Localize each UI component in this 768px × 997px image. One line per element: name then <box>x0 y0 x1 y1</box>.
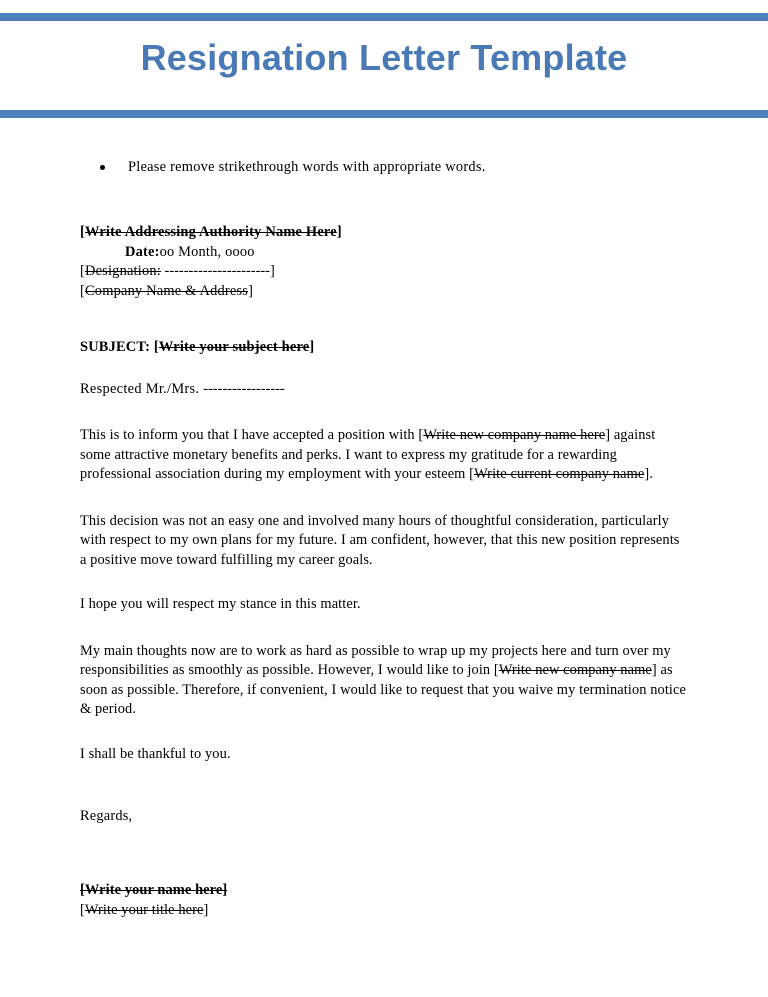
document-header <box>0 0 768 118</box>
authority-close-bracket: ] <box>336 224 342 240</box>
company-open-bracket: [ <box>80 282 85 299</box>
paragraph1-part2: ] against some attractive monetary benefits and perks. I want to express my gratitude for a rewarding professional association during my employment with your esteem [ <box>80 427 656 482</box>
designation-dashes: ----------------------] <box>160 263 275 279</box>
instruction-list <box>80 158 688 177</box>
company-placeholder: Company Name & Address <box>85 282 249 299</box>
body-paragraph-4 <box>80 642 688 720</box>
body-paragraph-5: I shall be thankful to you. <box>80 745 231 762</box>
subject-close-bracket: ] <box>309 339 315 355</box>
salutation-line <box>80 380 688 400</box>
list-item <box>80 158 688 177</box>
designation-line <box>80 262 688 282</box>
subject-open-bracket: [ <box>150 339 159 355</box>
signature-block <box>80 880 688 920</box>
date-line <box>80 243 688 263</box>
designation-placeholder: Designation: <box>85 263 161 279</box>
instruction-text: Please remove strikethrough words with appropriate words. <box>128 159 486 175</box>
title-open-bracket: [ <box>80 901 85 918</box>
designation-open-bracket: [ <box>80 263 85 279</box>
paragraph4-part2: ] as soon as possible. Therefore, if convenient, I would like to request that you waive my termination notice & period. <box>80 662 686 717</box>
signature-name-placeholder: [Write your name here] <box>80 881 228 898</box>
bullet-icon <box>100 165 105 170</box>
paragraph1-part3: ]. <box>644 466 653 482</box>
authority-open-bracket: [ <box>80 224 85 240</box>
addressing-authority-line <box>80 223 688 243</box>
current-company-placeholder: Write current company name <box>474 466 645 482</box>
new-company-placeholder-2: Write new company name <box>498 662 652 678</box>
body-paragraph-1 <box>80 426 688 485</box>
date-label: Date: <box>125 243 160 260</box>
subject-label: SUBJECT: <box>80 339 151 355</box>
signature-title-placeholder: Write your title here <box>84 901 204 918</box>
company-close-bracket: ] <box>248 282 254 299</box>
header-top-rule <box>0 13 768 21</box>
subject-placeholder: Write your subject here <box>158 339 310 355</box>
paragraph1-part1: This is to inform you that I have accepted a position with [ <box>80 427 424 443</box>
salutation-dashes: ----------------- <box>203 380 285 397</box>
paragraph4-part1: My main thoughts now are to work as hard as possible to wrap up my projects here and turn over my responsibilities as smoothly as possible. However, I would like to join [ <box>80 642 671 678</box>
company-address-line <box>80 282 688 302</box>
salutation-text: Respected Mr./Mrs. <box>80 380 204 397</box>
closing-regards: Regards, <box>80 808 133 824</box>
page-title: Resignation Letter Template <box>140 37 628 78</box>
new-company-placeholder-1: Write new company name here <box>423 427 606 443</box>
signature-title-line <box>80 900 688 920</box>
header-bottom-rule <box>0 110 768 118</box>
subject-line <box>80 338 688 358</box>
title-close-bracket: ] <box>203 901 209 918</box>
body-paragraph-3: I hope you will respect my stance in this matter. <box>80 596 361 612</box>
recipient-address-block <box>80 223 688 301</box>
authority-placeholder: Write Addressing Authority Name Here <box>85 224 337 240</box>
body-paragraph-2: This decision was not an easy one and involved many hours of thoughtful consideration, particularly with respect to my own plans for my future. I am confident, however, that this new position represents a positive move toward fulfilling my career goals. <box>80 512 680 568</box>
document-body <box>0 118 768 920</box>
date-value: oo Month, oooo <box>159 243 255 260</box>
